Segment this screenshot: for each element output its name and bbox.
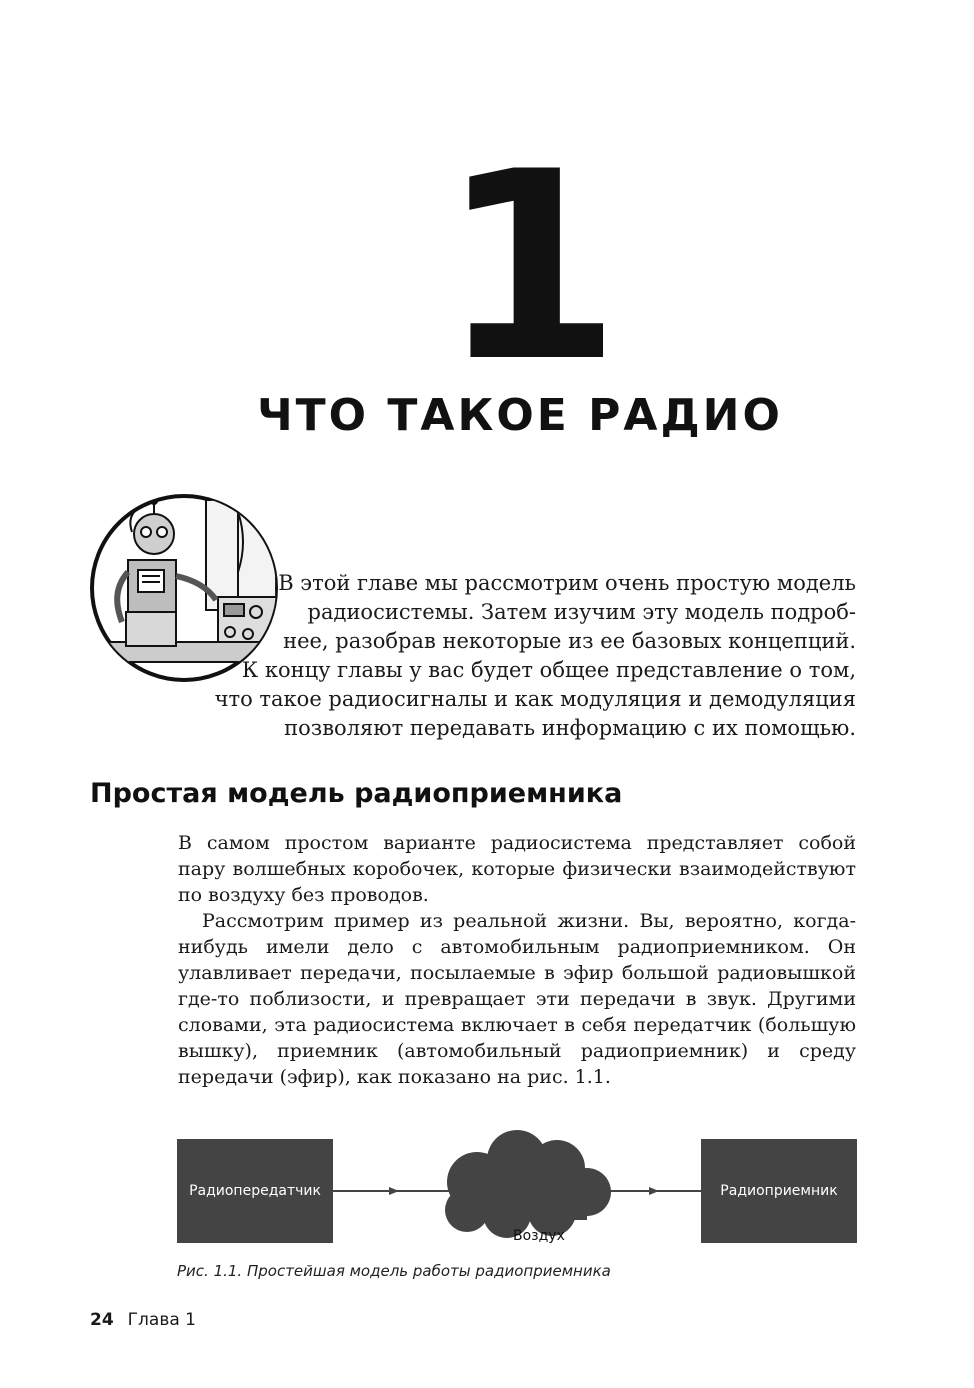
chapter-number: 1	[440, 117, 621, 419]
section-heading: Простая модель радиоприемника	[90, 778, 623, 809]
body-text	[178, 830, 856, 1090]
paragraph: В самом простом варианте радиосистема представляет собой пару волшебных коробочек, которые физически взаимодействуют по воздуху без проводов.	[178, 832, 856, 906]
intro-line: что такое радиосигналы и как модуляция и демодуляция	[214, 687, 856, 711]
page-footer	[90, 1310, 196, 1330]
intro-line: нее, разобрав некоторые из ее базовых концепций.	[283, 629, 856, 653]
intro-line: К концу главы у вас будет общее представление о том,	[241, 658, 856, 682]
intro-line: позволяют передавать информацию с их помощью.	[284, 716, 856, 740]
intro-line: радиосистемы. Затем изучим эту модель подроб-	[307, 600, 856, 624]
cloud-icon	[445, 1130, 611, 1238]
chapter-title: ЧТО ТАКОЕ РАДИО	[257, 390, 783, 441]
paragraph: Рассмотрим пример из реальной жизни. Вы, вероятно, когда-нибудь имели дело с автомобильным радиоприемником. Он улавливает передачи, посылаемые в эфир большой радиовышкой где-то поблизости, и превращает эти передачи в звук. Другими словами, эта радиосистема включает в себя передатчик (большую вышку), приемник (автомобильный радиоприемник) и среду передачи (эфир), как показано на рис. 1.1.	[178, 910, 856, 1088]
page-number: 24	[90, 1310, 114, 1330]
medium-label: Воздух	[513, 1228, 565, 1244]
intro-line: В этой главе мы рассмотрим очень простую модель	[278, 571, 856, 595]
transmitter-box: Радиопередатчик	[177, 1139, 333, 1243]
figure-radio-model	[177, 1130, 857, 1260]
figure-caption: Рис. 1.1. Простейшая модель работы радиоприемника	[177, 1262, 611, 1280]
receiver-box: Радиоприемник	[701, 1139, 857, 1243]
chapter-label: Глава 1	[127, 1310, 196, 1330]
